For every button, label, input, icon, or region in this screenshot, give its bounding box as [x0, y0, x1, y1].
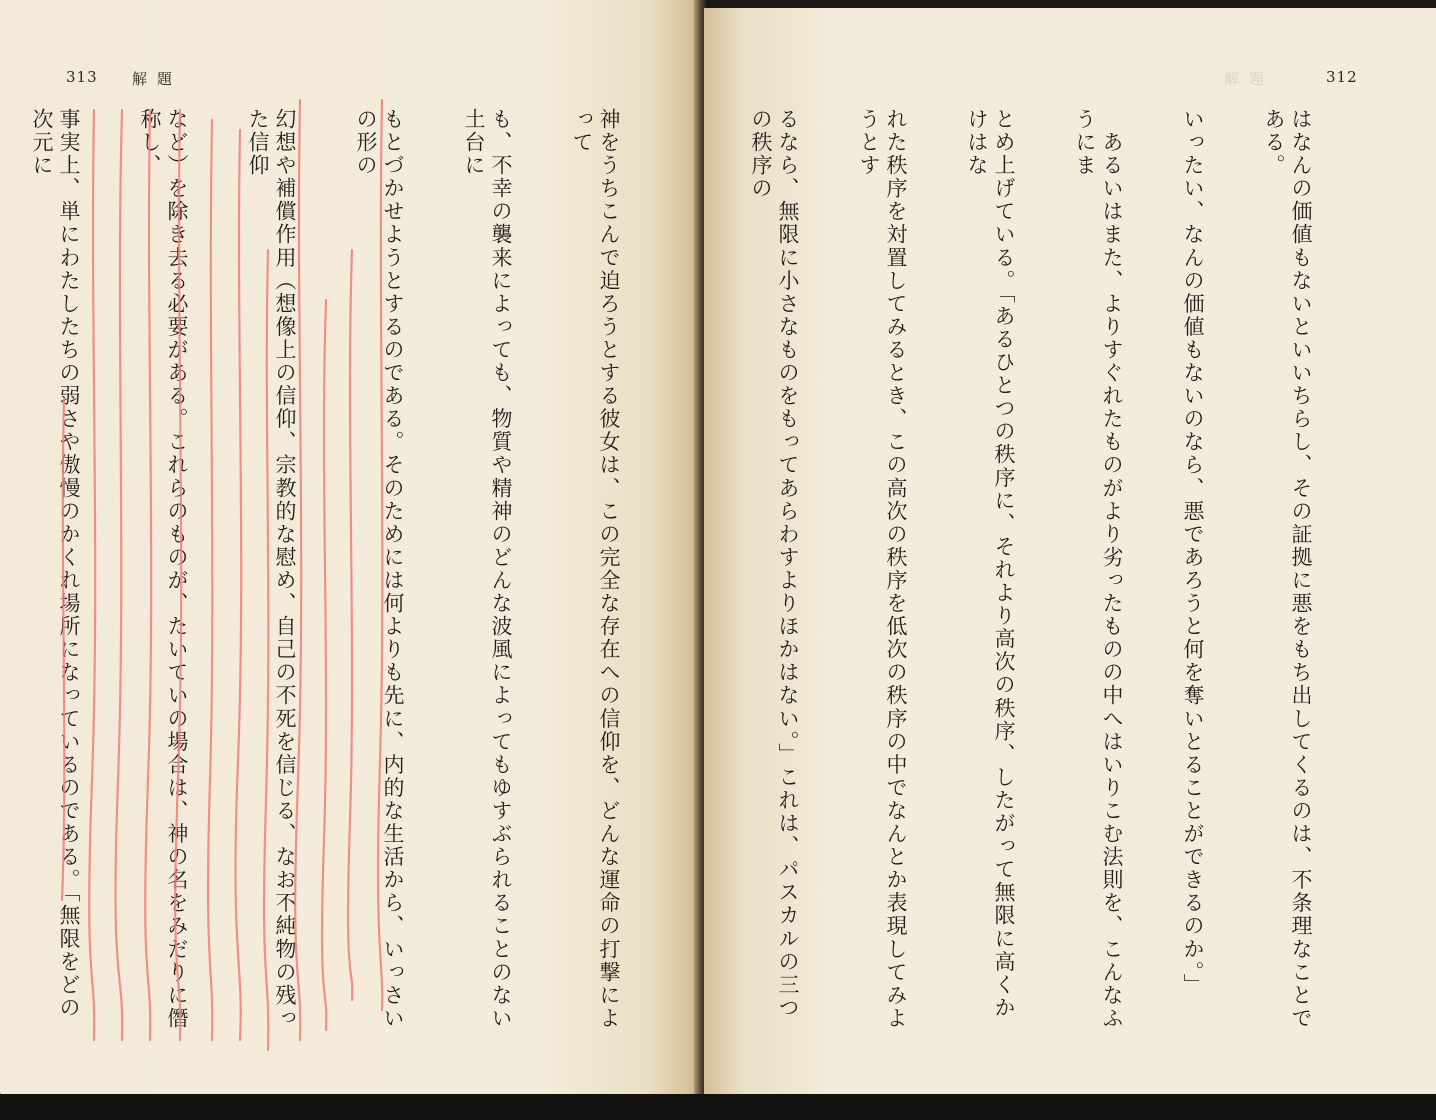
page-number: 313 — [66, 68, 98, 86]
text-column: はなんの価値もないといいちらし、その証拠に悪をもち出してくるのは、不条理なことである。 — [1262, 108, 1313, 1030]
text-column: るなら、無限に小さなものをもってあらわすよりほかはない。」これは、パスカルの三つの秩序の — [749, 108, 800, 1020]
body-text — [749, 108, 1368, 1036]
right-page — [704, 8, 1436, 1094]
scan-bottom-edge — [0, 1094, 1436, 1120]
text-column: など）を除き去る必要がある。これらのものが、たいていの場合は、神の名をみだりに僭称し、 — [138, 108, 189, 1030]
text-column: もとづかせようとするのである。そのためには何よりも先に、内的な生活から、いっさいの形の — [354, 108, 405, 1030]
page-number: 312 — [1326, 68, 1358, 86]
bleed-through-title: 解題 — [1224, 70, 1275, 88]
left-page — [0, 0, 696, 1096]
text-column: れた秩序を対置してみるとき、この高次の秩序を低次の秩序の中でなんとか表現してみようとす — [857, 108, 908, 1030]
text-column: 幻想や補償作用（想像上の信仰、宗教的な慰め、自己の不死を信じる、なお不純物の残った信仰 — [246, 108, 297, 1030]
text-column: いったい、なんの価値もないのなら、悪であろうと何を奪いとることができるのか。」 — [1181, 108, 1205, 997]
running-title: 解題 — [132, 70, 183, 88]
text-column: 神をうちこんで迫ろうとする彼女は、この完全な存在への信仰を、どんな運命の打撃によって — [570, 108, 621, 1030]
text-column: 事実上、単にわたしたちの弱さや傲慢のかくれ場所になっているのである。「無限をどの次元に — [30, 108, 81, 1020]
text-column: も、不幸の襲来によっても、物質や精神のどんな波風によってもゆすぶられることのない土台に — [462, 108, 513, 1030]
text-column: あるいはまた、よりすぐれたものがより劣ったものの中へはいりこむ法則を、こんなふうにま — [1073, 108, 1124, 1030]
text-column: とめ上げている。「あるひとつの秩序に、それより高次の秩序、したがって無限に高くかけはな — [965, 108, 1016, 1020]
body-text — [30, 108, 676, 1036]
